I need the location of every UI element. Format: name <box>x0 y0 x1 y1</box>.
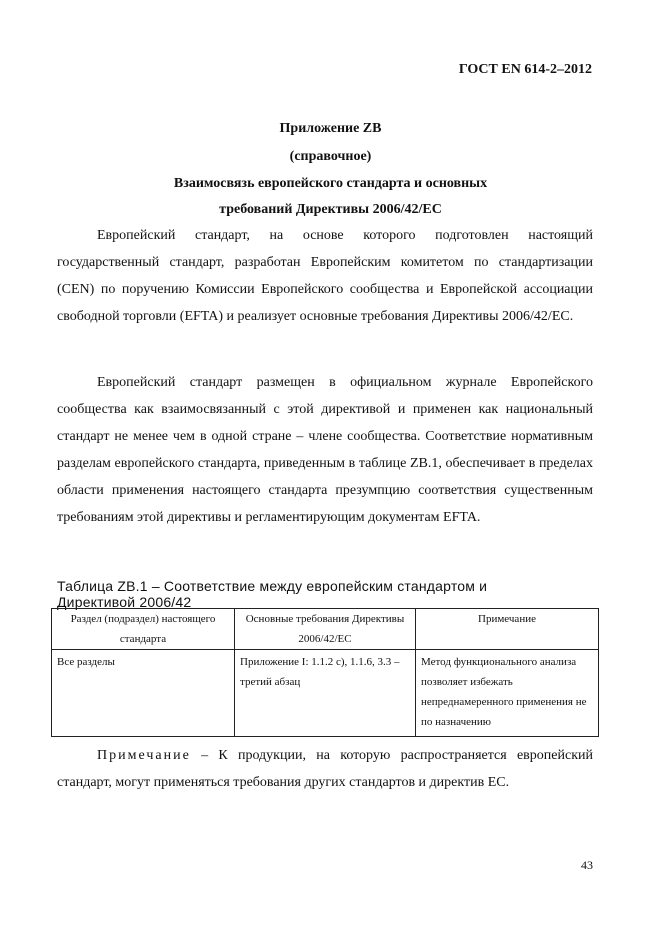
paragraph-2: Европейский стандарт размещен в официальном журнале Европейского сообщества как взаимосвязанный с этой директивой и применен как национальный стандарт не менее чем в одной стране – члене сообщества. Соответствие нормативным разделам европейского стандарта, приведенным в таблице ZB.1, обеспечивает в пределах области применения настоящего стандарта презумпцию соответствия существенным требованиям этой директивы и регламентирующим документам EFTA. <box>57 375 593 525</box>
note-text: – К продукции, на которую распространяется европейский стандарт, могут применяться требования других стандартов и директив ЕС. <box>57 748 593 790</box>
table-row <box>52 650 599 737</box>
note-label: Примечание <box>97 748 191 763</box>
column-header-section: Раздел (подраздел) настоящего стандарта <box>52 609 235 650</box>
cell-note: Метод функционального анализа позволяет избежать непреднамеренного применения не по назначению <box>416 650 599 737</box>
annex-subtitle-line1: Взаимосвязь европейского стандарта и основных <box>173 176 488 191</box>
standard-code: ГОСТ EN 614-2–2012 <box>458 62 592 77</box>
page-number: 43 <box>581 858 593 872</box>
annex-type: (справочное) <box>289 149 372 164</box>
table-header-row <box>52 609 599 650</box>
column-header-note: Примечание <box>416 609 599 650</box>
correspondence-table <box>51 608 599 737</box>
cell-requirements: Приложение I: 1.1.2 c), 1.1.6, 3.3 – третий абзац <box>235 650 416 737</box>
column-header-requirements: Основные требования Директивы 2006/42/ЕС <box>235 609 416 650</box>
note-paragraph <box>57 742 593 796</box>
annex-subtitle-line2: требований Директивы 2006/42/ЕС <box>219 202 442 217</box>
paragraph-1: Европейский стандарт, на основе которого подготовлен настоящий государственный стандарт, разработан Европейским комитетом по стандартизации (CEN) по поручению Комиссии Европейского сообщества и Европейской ассоциации свободной торговли (EFTA) и реализует основные требования Директивы 2006/42/ЕС. <box>57 228 593 324</box>
cell-section: Все разделы <box>52 650 235 737</box>
table-caption: Таблица ZB.1 – Соответствие между европейским стандартом и Директивой 2006/42 <box>57 578 488 610</box>
annex-title: Приложение ZB <box>279 121 382 136</box>
